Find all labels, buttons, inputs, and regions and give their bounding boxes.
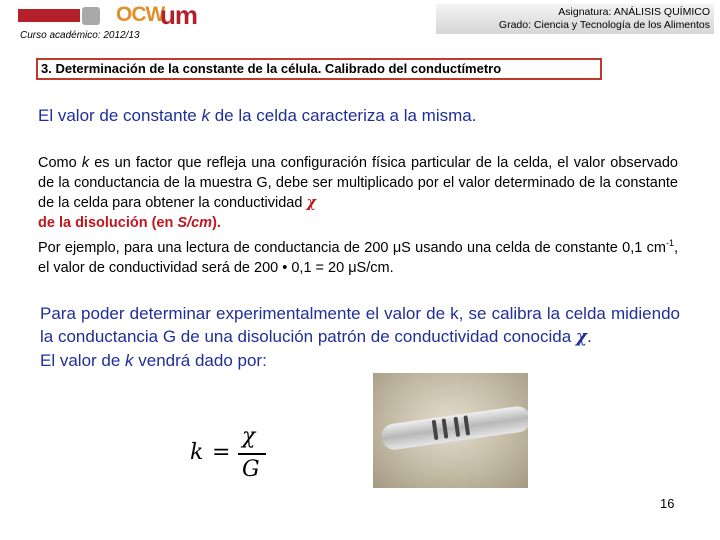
p1-example: , el valor de conductividad será de 200 • 0,1 = 20 bbox=[38, 239, 678, 276]
p1-example: S usando una celda de constante 0,1 cm bbox=[401, 239, 666, 256]
p1-example: Por ejemplo, para una lectura de conductancia de 200 bbox=[38, 239, 393, 256]
cell-constant-formula bbox=[190, 424, 270, 484]
university-logo bbox=[18, 5, 106, 25]
p1-red-text: ). bbox=[212, 215, 221, 231]
mu-symbol: μ bbox=[348, 259, 357, 276]
page-number: 16 bbox=[660, 496, 675, 511]
subject-name: Asignatura: ANÁLISIS QUÍMICO bbox=[558, 6, 710, 18]
intro-after: de la celda caracteriza a la misma. bbox=[209, 106, 477, 125]
university-logo-banner bbox=[18, 9, 80, 22]
calibration-paragraph bbox=[40, 302, 680, 372]
p1-units: S/cm bbox=[177, 215, 213, 231]
p2-text: . bbox=[587, 327, 592, 346]
electrode-plate bbox=[432, 420, 439, 440]
subject-box bbox=[436, 4, 714, 34]
course-year: Curso académico: 2012/13 bbox=[20, 30, 140, 41]
p1-red-text: de la disolución (en bbox=[38, 215, 178, 231]
slide-title: 3. Determinación de la constante de la célula. Calibrado del conductímetro bbox=[36, 58, 602, 80]
degree-name: Grado: Ciencia y Tecnología de los Alimentos bbox=[498, 19, 710, 31]
solution-units bbox=[38, 215, 221, 231]
p1-text: Como bbox=[38, 155, 82, 171]
shield-icon bbox=[82, 7, 100, 25]
formula-k: k bbox=[190, 440, 204, 465]
fraction-bar bbox=[238, 453, 266, 455]
intro-k: k bbox=[201, 106, 210, 125]
electrode-plate bbox=[453, 417, 460, 437]
conductivity-cell-photo bbox=[373, 373, 528, 488]
explanation-paragraph bbox=[38, 153, 678, 278]
superscript: -1 bbox=[665, 238, 674, 248]
glass-tube bbox=[380, 405, 528, 452]
p1-text: es un factor que refleja una configuración física particular de la celda, el valor observado de la conductancia de la muestra G, debe ser multiplicado por el valor determinado de la constante de la celda para obtener la conductividad bbox=[38, 155, 678, 211]
chi-symbol: χ bbox=[306, 194, 316, 211]
um-logo: um bbox=[160, 0, 197, 30]
chi-symbol: χ bbox=[575, 327, 588, 347]
p2-text: vendrá dado por: bbox=[133, 351, 267, 370]
electrode-plate bbox=[463, 415, 470, 435]
p2-text: El valor de bbox=[40, 351, 126, 370]
ocw-logo: OCW bbox=[116, 3, 165, 26]
electrode-plate bbox=[442, 418, 449, 438]
p1-k: k bbox=[81, 155, 90, 171]
mu-symbol: μ bbox=[392, 239, 402, 256]
intro-before: El valor de constante bbox=[38, 106, 202, 125]
p2-k: k bbox=[125, 351, 134, 370]
formula-equals: = bbox=[212, 440, 231, 465]
p2-text: Para poder determinar experimentalmente el valor de k, se calibra la celda midiendo la conductancia G de una disolución patrón de conductividad conocida bbox=[40, 304, 680, 346]
p1-example: S/cm. bbox=[356, 259, 394, 276]
intro-text bbox=[38, 106, 476, 126]
formula-numerator: χ bbox=[242, 424, 256, 449]
formula-denominator: G bbox=[242, 457, 260, 482]
